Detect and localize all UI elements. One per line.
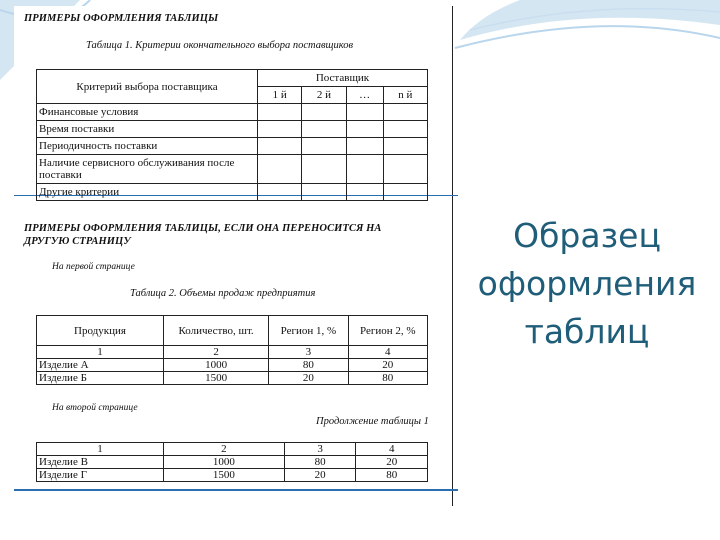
sales-table: [36, 315, 428, 385]
table-cell: 1500: [164, 372, 269, 385]
criteria-cell: Время поставки: [37, 121, 258, 138]
table-header: Продукция: [37, 316, 164, 346]
table-cell: 80: [284, 456, 356, 469]
table-cell: 20: [284, 469, 356, 482]
slide-title: [462, 212, 712, 356]
table-row: [37, 121, 428, 138]
table-cell: 80: [269, 359, 348, 372]
table-row: [37, 372, 428, 385]
criteria-header: Критерий выбора поставщика: [37, 70, 258, 104]
table-cell: 80: [356, 469, 428, 482]
table-row: [37, 184, 428, 201]
table-header: Регион 2, %: [348, 316, 427, 346]
heading-examples: ПРИМЕРЫ ОФОРМЛЕНИЯ ТАБЛИЦЫ: [24, 13, 219, 24]
first-page-note: На первой странице: [52, 262, 135, 272]
slide-title-line: таблиц: [524, 312, 650, 351]
table-header: Регион 1, %: [269, 316, 348, 346]
table-row: [37, 104, 428, 121]
criteria-table: [36, 69, 428, 201]
criteria-cell: Наличие сервисного обслуживания после поставки: [37, 155, 258, 184]
table-cell: 20: [348, 359, 427, 372]
table-row: [37, 359, 428, 372]
supplier-col: …: [346, 87, 383, 104]
column-number: 4: [348, 346, 427, 359]
table-row: [37, 456, 428, 469]
continuation-caption: Продолжение таблицы 1: [316, 416, 429, 427]
divider-line: [14, 489, 458, 491]
column-number: 1: [37, 346, 164, 359]
criteria-cell: Периодичность поставки: [37, 138, 258, 155]
supplier-col: n й: [383, 87, 427, 104]
column-number: 3: [269, 346, 348, 359]
column-number: 2: [164, 346, 269, 359]
table-cell: Изделие Б: [37, 372, 164, 385]
table-row: [37, 469, 428, 482]
table2-caption: Таблица 2. Объемы продаж предприятия: [130, 288, 316, 299]
suppliers-header: Поставщик: [258, 70, 428, 87]
table1-caption: Таблица 1. Критерии окончательного выбора поставщиков: [86, 40, 354, 51]
criteria-cell: Другие критерии: [37, 184, 258, 201]
column-number: 3: [284, 443, 356, 456]
column-number: 2: [164, 443, 285, 456]
criteria-cell: Финансовые условия: [37, 104, 258, 121]
sales-table-continued: [36, 442, 428, 482]
table-cell: Изделие В: [37, 456, 164, 469]
slide-title-line: оформления: [477, 264, 697, 303]
table-row: [37, 155, 428, 184]
column-number: 4: [356, 443, 428, 456]
column-number: 1: [37, 443, 164, 456]
table-row: [37, 138, 428, 155]
table-row: [37, 443, 428, 456]
heading-continued-table: ПРИМЕРЫ ОФОРМЛЕНИЯ ТАБЛИЦЫ, ЕСЛИ ОНА ПЕРЕНОСИТСЯ НА ДРУГУЮ СТРАНИЦУ: [24, 223, 382, 247]
table-cell: 1500: [164, 469, 285, 482]
table-cell: Изделие А: [37, 359, 164, 372]
table-cell: 80: [348, 372, 427, 385]
table-cell: 1000: [164, 456, 285, 469]
table-cell: 20: [269, 372, 348, 385]
table-cell: Изделие Г: [37, 469, 164, 482]
second-page-note: На второй странице: [52, 403, 138, 413]
slide-title-line: Образец: [513, 216, 661, 255]
table-cell: 20: [356, 456, 428, 469]
table-cell: 1000: [164, 359, 269, 372]
supplier-col: 2 й: [302, 87, 346, 104]
table-row: [37, 346, 428, 359]
supplier-col: 1 й: [258, 87, 302, 104]
table-header: Количество, шт.: [164, 316, 269, 346]
